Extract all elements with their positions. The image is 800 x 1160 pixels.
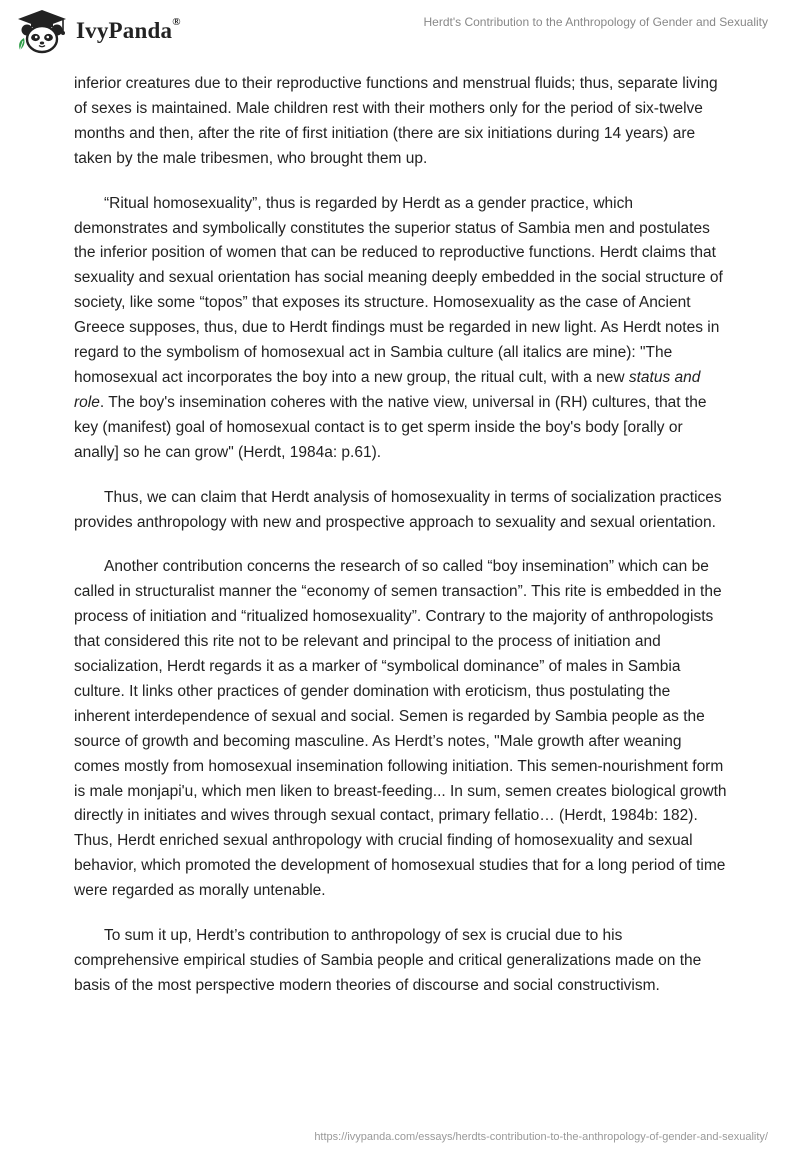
paragraph-5: To sum it up, Herdt’s contribution to anthropology of sex is crucial due to his comprehensive empirical studies of Sambia people and critical generalizations made on the basis of the most perspective modern theories of discourse and social constructivism. xyxy=(74,927,702,994)
document-title: Herdt's Contribution to the Anthropology of Gender and Sexuality xyxy=(423,15,768,29)
italic-emphasis: status and role xyxy=(74,368,701,411)
paragraph-3: Thus, we can claim that Herdt analysis of homosexuality in terms of socialization practices provides anthropology with new and prospective approach to sexuality and sexual orientation. xyxy=(74,488,722,531)
ivypanda-logo[interactable] xyxy=(14,8,181,54)
source-url[interactable]: https://ivypanda.com/essays/herdts-contribution-to-the-anthropology-of-gender-and-sexuality/ xyxy=(314,1131,768,1143)
paragraph-2: “Ritual homosexuality”, thus is regarded by Herdt as a gender practice, which demonstrates and symbolically constitutes the superior status of Sambia men and postulates the inferior position of women that can be reduced to reproductive functions. Herdt claims that sexuality and sexual orientation has social meaning deeply embedded in the social structure of society, like some “topos” that exposes its structure. Homosexuality as the case of Ancient Greece supposes, thus, due to Herdt findings must be regarded in new light. As Herdt notes in regard to the symbolism of homosexual act in Sambia culture (all italics are mine): "The homosexual act incorporates the boy into a new group, the ritual cult, with a new status and role. The boy's insemination coheres with the native view, universal in (RH) cultures, that the key (manifest) goal of homosexual contact is to get sperm inside the boy's body [orally or anally] so he can grow" (Herdt, 1984a: p.61). xyxy=(74,194,723,461)
brand-name: IvyPanda® xyxy=(76,16,181,43)
essay-body xyxy=(74,72,730,1019)
panda-graduate-icon xyxy=(14,8,70,54)
paragraph-4: Another contribution concerns the research of so called “boy insemination” which can be called in structuralist manner the “economy of semen transaction”. This rite is embedded in the process of initiation and “ritualized homosexuality”. Contrary to the majority of anthropologists that considered this rite not to be relevant and principal to the process of initiation and socialization, Herdt regards it as a marker of “symbolical dominance” of males in Sambia culture. It links other practices of gender domination with eroticism, thus postulating the inherent interdependence of sexual and social. Semen is regarded by Sambia people as the source of growth and becoming masculine. As Herdt’s notes, "Male growth after weaning comes mostly from homosexual insemination following initiation. This semen-nourishment form is male monjapi'u, which men liken to breast-feeding... In sum, semen creates biological growth directly in initiates and wives through sexual contact, primary fellatio… (Herdt, 1984b: 182). Thus, Herdt enriched sexual anthropology with crucial finding of homosexuality and sexual behavior, which promoted the development of homosexual studies that for a long period of time were regarded as morally untenable. xyxy=(74,558,727,900)
paragraph-1: inferior creatures due to their reproductive functions and menstrual fluids; thus, separate living of sexes is maintained. Male children rest with their mothers only for the period of six-twelve months and then, after the rite of first initiation (there are six initiations during 14 years) are taken by the male tribesmen, who brought them up. xyxy=(74,75,718,167)
page-header xyxy=(0,0,800,70)
